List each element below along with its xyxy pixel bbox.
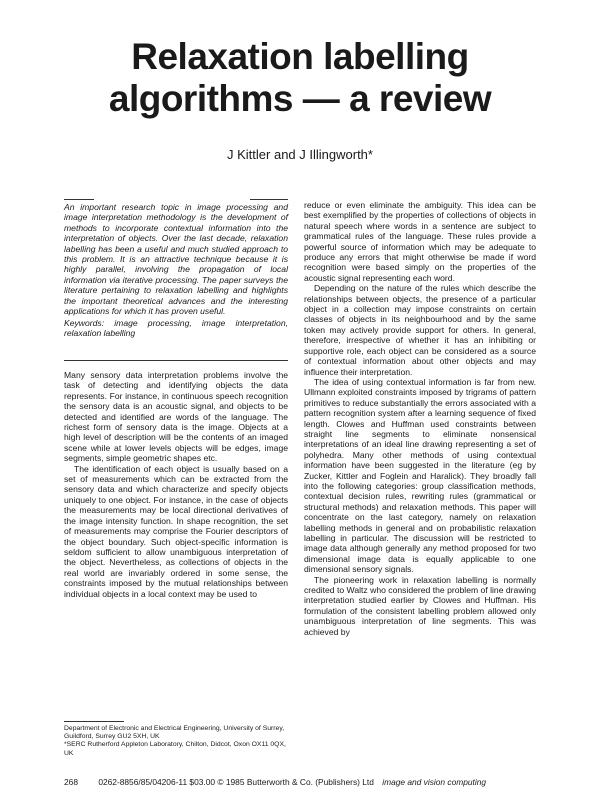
abstract-top-rule (64, 199, 94, 200)
title-line-1: Relaxation labelling (131, 36, 469, 77)
journal-name: image and vision computing (382, 777, 487, 787)
author-list: J Kittler and J Illingworth* (227, 147, 373, 162)
abstract-bottom-rule (64, 360, 288, 361)
citation-line: 0262-8856/85/04206-11 $03.00 © 1985 Butterworth & Co. (Publishers) Ltd (98, 777, 374, 787)
paper-title (0, 36, 600, 120)
abstract (64, 202, 288, 316)
affiliation-footnotes (64, 725, 288, 758)
right-column-body (304, 200, 536, 637)
body-paragraph: Depending on the nature of the rules which describe the relationships between objects, the presence of a particular object in a collection may impose constraints on certain classes of objects in its neighbourhood and by the same token may actively provide support for others. In general, therefore, irrespective of whether it has an inhibiting or supportive role, each object can be considered as a source of contextual information about other objects and may influence their interpretation. (304, 283, 536, 377)
page-footer (64, 777, 544, 787)
body-paragraph: The pioneering work in relaxation labelling is normally credited to Waltz who considered the problem of line drawing interpretation studied earlier by Clowes and Huffman. His formulation of the consistent labelling problem allowed only unambiguous interpretation of line segments. This was achieved by (304, 574, 536, 637)
abstract-text: An important research topic in image processing and image interpretation methodology is the development of methods to incorporate contextual information into the interpretation of objects. Over the last decade, relaxation labelling has been a useful and much studied approach to this problem. It is an attractive technique because it is highly parallel, involving the propagation of local information via iterative processing. The paper surveys the literature pertaining to relaxation labelling and highlights the important theoretical advances and the interesting applications for which it has proven useful. (64, 202, 288, 317)
body-paragraph: Many sensory data interpretation problems involve the task of detecting and identifying objects the data represents. For instance, in continuous speech recognition the sensory data is an acoustic signal, and objects to be detected and identified are words of the language. The richest form of sensory data is the image. Objects at a high level of description will be the contents of an imaged scene while at lower levels objects will be edges, image segments, simple geometric shapes etc. (64, 370, 288, 464)
page-number: 268 (64, 777, 78, 787)
body-paragraph: reduce or even eliminate the ambiguity. This idea can be best exemplified by the properties of collections of objects in natural speech where words in a sentence are subject to grammatical rules of the language. These rules provide a powerful source of information which may be adequate to produce any errors that might otherwise be made if word recognition were based simply on the properties of the acoustic signal representing each word. (304, 200, 536, 283)
left-column-body (64, 370, 288, 599)
title-line-2: algorithms — a review (108, 78, 492, 119)
body-paragraph: The identification of each object is usually based on a set of measurements which can be extracted from the sensory data and which characterize and specify objects uniquely to one object. For instance, in the case of objects the measurements may be local directional derivatives of the image intensity function. In shape recognition, the set of measurements may comprise the Fourier descriptors of the object boundary. Such object-specific information is seldom sufficient to allow unambiguous interpretation of the object. Nevertheless, as collections of objects in the real world are invariably ordered in some sense, the constraints imposed by the mutual relationships between individual objects in a local context may be used to (64, 463, 288, 599)
keywords-text: Keywords: image processing, image interpretation, relaxation labelling (64, 318, 288, 339)
keywords (64, 318, 288, 339)
body-paragraph: The idea of using contextual information is far from new. Ullmann exploited constraints imposed by trigrams of pattern primitives to reduce substantially the errors associated with a pattern recognition system after a learning sequence of fixed length. Clowes and Huffman used constraints between straight line segments to eliminate nonsensical interpretations of an ideal line drawing representing a set of polyhedra. Many other methods of using contextual information have been suggested in the literature (eg by Zucker, Kittler and Foglein and Haralick). They broadly fall into the following categories: group classification methods, contextual decision rules, rewriting rules (grammatical or structural methods) and relaxation methods. This paper will concentrate on the last category, namely on relaxation labelling methods in general and on probabilistic relaxation labelling in particular. The discussion will be restricted to image data although generally any method proposed for two dimensional image data is equally applicable to one dimensional sensory signals. (304, 376, 536, 575)
footnote-affiliation-2: *SERC Rutherford Appleton Laboratory, Chilton, Didcot, Oxon OX11 0QX, UK (64, 741, 286, 757)
footnote-rule (64, 721, 124, 722)
footnote-affiliation-1: Department of Electronic and Electrical Engineering, University of Surrey, Guildford, Surrey GU2 5XH, UK (64, 725, 285, 741)
abstract-top-rule-right (250, 199, 288, 200)
